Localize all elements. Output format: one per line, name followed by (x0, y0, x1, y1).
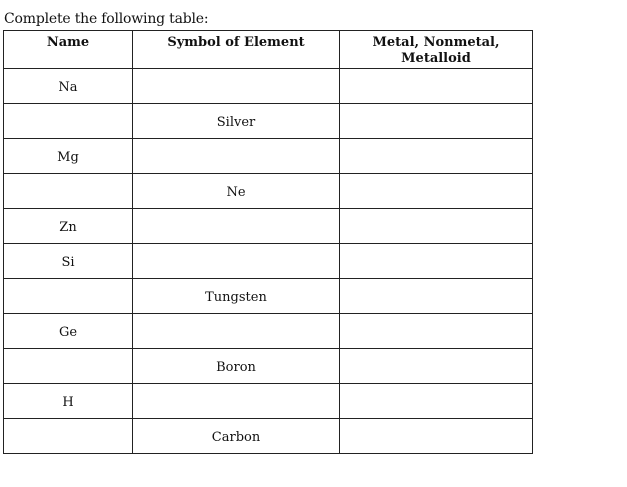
name-cell[interactable] (4, 174, 133, 209)
worksheet-instruction: Complete the following table: (4, 11, 209, 27)
symbol-cell[interactable]: Carbon (133, 419, 340, 454)
symbol-cell[interactable] (133, 384, 340, 419)
table-row (4, 279, 533, 314)
table-row (4, 209, 533, 244)
symbol-cell[interactable]: Silver (133, 104, 340, 139)
classification-cell[interactable] (340, 244, 533, 279)
name-cell[interactable] (4, 279, 133, 314)
table-row (4, 104, 533, 139)
name-cell[interactable]: H (4, 384, 133, 419)
header-classification: Metal, Nonmetal, Metalloid (340, 31, 533, 69)
classification-cell[interactable] (340, 139, 533, 174)
symbol-cell[interactable]: Ne (133, 174, 340, 209)
classification-cell[interactable] (340, 384, 533, 419)
classification-cell[interactable] (340, 279, 533, 314)
symbol-cell[interactable]: Tungsten (133, 279, 340, 314)
name-cell[interactable] (4, 419, 133, 454)
classification-cell[interactable] (340, 174, 533, 209)
table-row (4, 419, 533, 454)
name-cell[interactable] (4, 349, 133, 384)
symbol-cell[interactable] (133, 69, 340, 104)
classification-cell[interactable] (340, 104, 533, 139)
symbol-cell[interactable] (133, 139, 340, 174)
elements-table (3, 30, 533, 454)
classification-cell[interactable] (340, 209, 533, 244)
symbol-cell[interactable] (133, 209, 340, 244)
table-row (4, 244, 533, 279)
name-cell[interactable]: Ge (4, 314, 133, 349)
header-name: Name (4, 31, 133, 69)
table-row (4, 139, 533, 174)
header-symbol: Symbol of Element (133, 31, 340, 69)
name-cell[interactable]: Na (4, 69, 133, 104)
table-row (4, 314, 533, 349)
name-cell[interactable]: Zn (4, 209, 133, 244)
table-row (4, 384, 533, 419)
classification-cell[interactable] (340, 419, 533, 454)
table-row (4, 69, 533, 104)
symbol-cell[interactable] (133, 244, 340, 279)
classification-cell[interactable] (340, 314, 533, 349)
symbol-cell[interactable] (133, 314, 340, 349)
table-row (4, 174, 533, 209)
classification-cell[interactable] (340, 69, 533, 104)
name-cell[interactable] (4, 104, 133, 139)
name-cell[interactable]: Si (4, 244, 133, 279)
symbol-cell[interactable]: Boron (133, 349, 340, 384)
table-header-row (4, 31, 533, 69)
classification-cell[interactable] (340, 349, 533, 384)
table-row (4, 349, 533, 384)
name-cell[interactable]: Mg (4, 139, 133, 174)
